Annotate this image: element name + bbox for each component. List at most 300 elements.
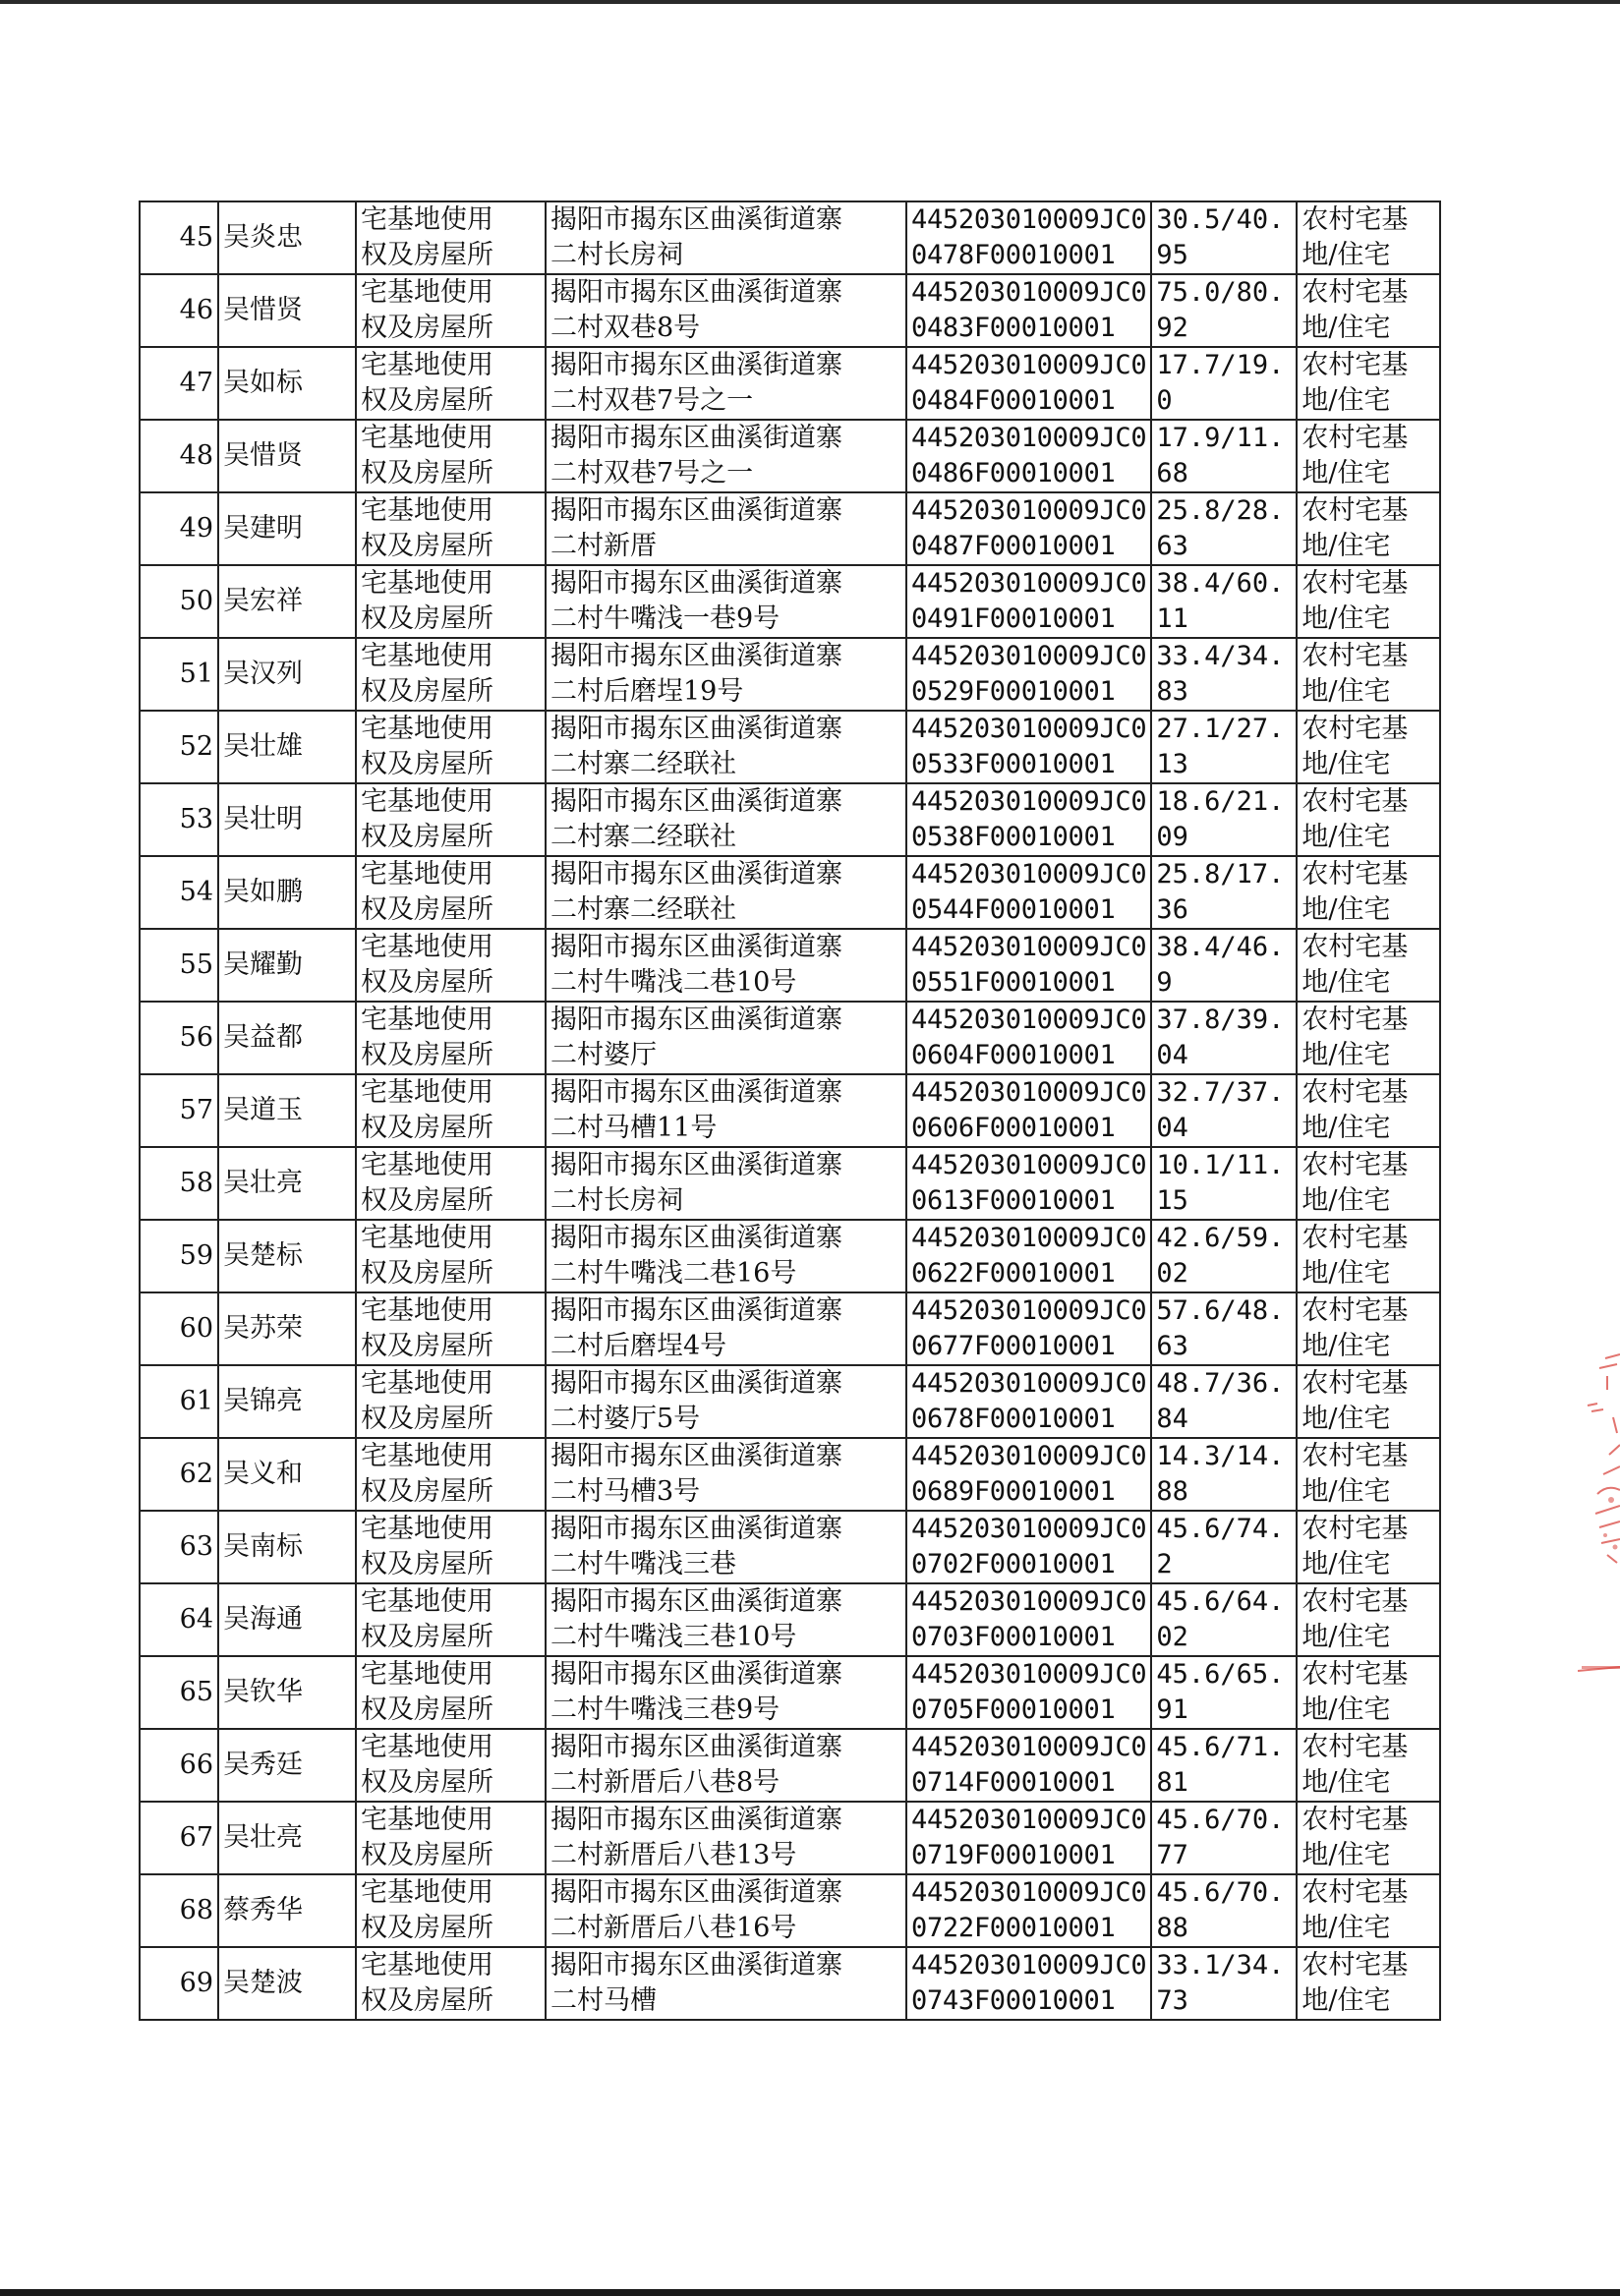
usage-type-line: 农村宅基 [1302, 1223, 1409, 1253]
area-value [1151, 274, 1297, 347]
table-row [140, 1656, 1440, 1729]
property-address-line: 揭阳市揭东区曲溪街道寨 [550, 277, 842, 308]
property-address-line: 揭阳市揭东区曲溪街道寨 [550, 786, 842, 817]
property-address-line: 揭阳市揭东区曲溪街道寨 [550, 1077, 842, 1108]
table-row [140, 1365, 1440, 1438]
usage-type-line: 农村宅基 [1302, 1950, 1409, 1980]
right-type [356, 565, 546, 638]
unit-code-line: 0705F00010001 [911, 1694, 1116, 1725]
right-type-line: 权及房屋所 [361, 531, 493, 561]
right-type-line: 权及房屋所 [361, 385, 493, 416]
right-type [356, 929, 546, 1002]
unit-code [906, 1511, 1151, 1583]
right-type-line: 宅基地使用 [361, 1077, 493, 1108]
usage-type [1297, 201, 1440, 274]
right-type [356, 1874, 546, 1947]
right-type [356, 783, 546, 856]
right-type-line: 权及房屋所 [361, 1840, 493, 1870]
area-value-line: 02 [1156, 1622, 1188, 1652]
usage-type-line: 地/住宅 [1302, 458, 1391, 488]
right-type-line: 宅基地使用 [361, 495, 493, 526]
row-number: 63 [140, 1511, 218, 1583]
usage-type [1297, 347, 1440, 420]
owner-name: 吴锦亮 [218, 1365, 356, 1438]
right-type-line: 宅基地使用 [361, 204, 493, 235]
usage-type [1297, 1874, 1440, 1947]
property-address-line: 揭阳市揭东区曲溪街道寨 [550, 1441, 842, 1471]
right-type-line: 权及房屋所 [361, 458, 493, 488]
area-value-line: 25.8/17. [1156, 859, 1285, 890]
right-type [356, 201, 546, 274]
right-type-line: 权及房屋所 [361, 749, 493, 779]
area-value [1151, 565, 1297, 638]
area-value [1151, 420, 1297, 492]
usage-type [1297, 1656, 1440, 1729]
owner-name: 吴建明 [218, 492, 356, 565]
unit-code-line: 445203010009JC0 [911, 1150, 1147, 1180]
table-row [140, 420, 1440, 492]
area-value-line: 33.1/34. [1156, 1950, 1285, 1980]
property-address-line: 二村牛嘴浅三巷 [550, 1549, 736, 1579]
right-type-line: 权及房屋所 [361, 1694, 493, 1725]
usage-type [1297, 420, 1440, 492]
property-address [546, 1511, 906, 1583]
unit-code-line: 0613F00010001 [911, 1185, 1116, 1216]
property-address-line: 二村双巷7号之一 [550, 458, 754, 488]
scan-top-edge [0, 0, 1620, 4]
row-number: 49 [140, 492, 218, 565]
unit-code [906, 565, 1151, 638]
area-value-line: 17.7/19. [1156, 350, 1285, 380]
owner-name: 吴道玉 [218, 1074, 356, 1147]
unit-code-line: 0533F00010001 [911, 749, 1116, 779]
right-type-line: 宅基地使用 [361, 859, 493, 890]
right-type-line: 权及房屋所 [361, 1476, 493, 1507]
owner-name: 吴南标 [218, 1511, 356, 1583]
unit-code-line: 445203010009JC0 [911, 350, 1147, 380]
area-value [1151, 1583, 1297, 1656]
right-type [356, 1656, 546, 1729]
table-row [140, 1147, 1440, 1220]
row-number: 59 [140, 1220, 218, 1292]
row-number: 60 [140, 1292, 218, 1365]
owner-name: 吴壮亮 [218, 1802, 356, 1874]
usage-type-line: 地/住宅 [1302, 894, 1391, 925]
area-value [1151, 1365, 1297, 1438]
usage-type-line: 地/住宅 [1302, 1622, 1391, 1652]
owner-name: 吴壮亮 [218, 1147, 356, 1220]
right-type [356, 1583, 546, 1656]
property-address-line: 二村后磨埕4号 [550, 1331, 727, 1361]
right-type-line: 宅基地使用 [361, 1441, 493, 1471]
area-value-line: 15 [1156, 1185, 1188, 1216]
property-address [546, 1802, 906, 1874]
table-row [140, 1874, 1440, 1947]
usage-type-line: 农村宅基 [1302, 1514, 1409, 1544]
table-row [140, 565, 1440, 638]
area-value-line: 36 [1156, 894, 1188, 925]
property-address-line: 揭阳市揭东区曲溪街道寨 [550, 1150, 842, 1180]
right-type [356, 856, 546, 929]
row-number: 54 [140, 856, 218, 929]
property-address [546, 1365, 906, 1438]
property-address-line: 揭阳市揭东区曲溪街道寨 [550, 859, 842, 890]
unit-code-line: 445203010009JC0 [911, 1877, 1147, 1908]
property-address-line: 揭阳市揭东区曲溪街道寨 [550, 1223, 842, 1253]
area-value [1151, 711, 1297, 783]
right-type [356, 711, 546, 783]
unit-code [906, 929, 1151, 1002]
usage-type-line: 地/住宅 [1302, 313, 1391, 343]
property-address [546, 929, 906, 1002]
right-type-line: 权及房屋所 [361, 822, 493, 852]
area-value [1151, 347, 1297, 420]
unit-code-line: 445203010009JC0 [911, 1805, 1147, 1835]
owner-name: 吴苏荣 [218, 1292, 356, 1365]
table-row [140, 347, 1440, 420]
area-value [1151, 638, 1297, 711]
area-value-line: 37.8/39. [1156, 1004, 1285, 1035]
usage-type-line: 农村宅基 [1302, 1150, 1409, 1180]
table-row [140, 638, 1440, 711]
right-type-line: 宅基地使用 [361, 1514, 493, 1544]
usage-type [1297, 1365, 1440, 1438]
row-number: 66 [140, 1729, 218, 1802]
area-value [1151, 1874, 1297, 1947]
unit-code [906, 856, 1151, 929]
unit-code [906, 201, 1151, 274]
area-value-line: 38.4/60. [1156, 568, 1285, 599]
right-type-line: 权及房屋所 [361, 676, 493, 707]
property-address [546, 347, 906, 420]
property-address-line: 二村寨二经联社 [550, 894, 736, 925]
unit-code-line: 445203010009JC0 [911, 1077, 1147, 1108]
unit-code [906, 1874, 1151, 1947]
area-value-line: 45.6/74. [1156, 1514, 1285, 1544]
property-address-line: 揭阳市揭东区曲溪街道寨 [550, 1805, 842, 1835]
right-type-line: 宅基地使用 [361, 568, 493, 599]
unit-code-line: 445203010009JC0 [911, 932, 1147, 962]
property-address-line: 二村寨二经联社 [550, 822, 736, 852]
unit-code-line: 445203010009JC0 [911, 1223, 1147, 1253]
area-value-line: 17.9/11. [1156, 423, 1285, 453]
usage-type-line: 地/住宅 [1302, 531, 1391, 561]
area-value-line: 30.5/40. [1156, 204, 1285, 235]
table-row [140, 492, 1440, 565]
property-address [546, 1583, 906, 1656]
row-number: 65 [140, 1656, 218, 1729]
area-value-line: 95 [1156, 240, 1188, 270]
unit-code-line: 0604F00010001 [911, 1040, 1116, 1070]
owner-name: 吴耀勤 [218, 929, 356, 1002]
property-address-line: 二村新厝 [550, 531, 657, 561]
usage-type-line: 地/住宅 [1302, 1985, 1391, 2016]
usage-type [1297, 1729, 1440, 1802]
unit-code-line: 445203010009JC0 [911, 1950, 1147, 1980]
property-address [546, 638, 906, 711]
area-value [1151, 1802, 1297, 1874]
right-type-line: 权及房屋所 [361, 1331, 493, 1361]
property-address-line: 二村马槽11号 [550, 1113, 718, 1143]
area-value-line: 45.6/71. [1156, 1732, 1285, 1762]
red-seal-stamp [1578, 1347, 1620, 1681]
owner-name: 吴汉列 [218, 638, 356, 711]
right-type-line: 权及房屋所 [361, 1985, 493, 2016]
property-address-line: 二村婆厅 [550, 1040, 657, 1070]
unit-code [906, 1802, 1151, 1874]
right-type-line: 权及房屋所 [361, 1040, 493, 1070]
usage-type [1297, 492, 1440, 565]
usage-type-line: 地/住宅 [1302, 967, 1391, 998]
area-value [1151, 929, 1297, 1002]
area-value-line: 45.6/65. [1156, 1659, 1285, 1690]
right-type [356, 1074, 546, 1147]
table-body [140, 201, 1440, 2020]
usage-type [1297, 856, 1440, 929]
area-value-line: 33.4/34. [1156, 641, 1285, 671]
area-value-line: 27.1/27. [1156, 714, 1285, 744]
right-type [356, 638, 546, 711]
area-value-line: 45.6/64. [1156, 1586, 1285, 1617]
area-value-line: 48.7/36. [1156, 1368, 1285, 1399]
right-type-line: 宅基地使用 [361, 932, 493, 962]
unit-code-line: 0702F00010001 [911, 1549, 1116, 1579]
right-type [356, 420, 546, 492]
usage-type-line: 地/住宅 [1302, 1840, 1391, 1870]
usage-type-line: 地/住宅 [1302, 1185, 1391, 1216]
right-type [356, 1002, 546, 1074]
area-value-line: 18.6/21. [1156, 786, 1285, 817]
property-address [546, 1147, 906, 1220]
table-row [140, 274, 1440, 347]
property-address-line: 二村新厝后八巷16号 [550, 1913, 797, 1943]
area-value [1151, 492, 1297, 565]
right-type-line: 宅基地使用 [361, 277, 493, 308]
area-value-line: 9 [1156, 967, 1173, 998]
unit-code-line: 0551F00010001 [911, 967, 1116, 998]
right-type [356, 1511, 546, 1583]
unit-code [906, 1002, 1151, 1074]
area-value-line: 13 [1156, 749, 1188, 779]
property-address-line: 二村新厝后八巷13号 [550, 1840, 797, 1870]
unit-code-line: 445203010009JC0 [911, 1368, 1147, 1399]
owner-name: 蔡秀华 [218, 1874, 356, 1947]
right-type [356, 1947, 546, 2020]
unit-code-line: 0703F00010001 [911, 1622, 1116, 1652]
usage-type-line: 农村宅基 [1302, 1368, 1409, 1399]
row-number: 51 [140, 638, 218, 711]
property-address-line: 二村马槽3号 [550, 1476, 701, 1507]
area-value-line: 68 [1156, 458, 1188, 488]
area-value-line: 2 [1156, 1549, 1173, 1579]
usage-type-line: 农村宅基 [1302, 1004, 1409, 1035]
area-value [1151, 1147, 1297, 1220]
table-row [140, 1802, 1440, 1874]
unit-code-line: 445203010009JC0 [911, 859, 1147, 890]
unit-code-line: 0689F00010001 [911, 1476, 1116, 1507]
usage-type-line: 地/住宅 [1302, 749, 1391, 779]
property-address-line: 揭阳市揭东区曲溪街道寨 [550, 350, 842, 380]
property-address-line: 揭阳市揭东区曲溪街道寨 [550, 1514, 842, 1544]
property-address-line: 二村后磨埕19号 [550, 676, 744, 707]
right-type [356, 1292, 546, 1365]
unit-code-line: 445203010009JC0 [911, 641, 1147, 671]
property-address-line: 揭阳市揭东区曲溪街道寨 [550, 423, 842, 453]
usage-type [1297, 1583, 1440, 1656]
right-type-line: 权及房屋所 [361, 1185, 493, 1216]
owner-name: 吴壮雄 [218, 711, 356, 783]
usage-type-line: 地/住宅 [1302, 1767, 1391, 1798]
unit-code-line: 0484F00010001 [911, 385, 1116, 416]
unit-code-line: 0622F00010001 [911, 1258, 1116, 1289]
area-value-line: 81 [1156, 1767, 1188, 1798]
right-type-line: 权及房屋所 [361, 1913, 493, 1943]
usage-type-line: 农村宅基 [1302, 786, 1409, 817]
usage-type-line: 农村宅基 [1302, 1441, 1409, 1471]
property-address-line: 二村牛嘴浅二巷10号 [550, 967, 797, 998]
usage-type-line: 农村宅基 [1302, 1732, 1409, 1762]
right-type-line: 宅基地使用 [361, 1223, 493, 1253]
unit-code-line: 0544F00010001 [911, 894, 1116, 925]
area-value-line: 57.6/48. [1156, 1295, 1285, 1326]
usage-type [1297, 1002, 1440, 1074]
usage-type-line: 地/住宅 [1302, 1113, 1391, 1143]
unit-code [906, 1656, 1151, 1729]
area-value-line: 14.3/14. [1156, 1441, 1285, 1471]
unit-code-line: 445203010009JC0 [911, 1441, 1147, 1471]
row-number: 55 [140, 929, 218, 1002]
usage-type [1297, 783, 1440, 856]
usage-type-line: 农村宅基 [1302, 1077, 1409, 1108]
property-address [546, 1074, 906, 1147]
table-row [140, 1511, 1440, 1583]
right-type-line: 权及房屋所 [361, 1767, 493, 1798]
owner-name: 吴惜贤 [218, 420, 356, 492]
right-type-line: 权及房屋所 [361, 1622, 493, 1652]
table-row [140, 856, 1440, 929]
property-address [546, 1220, 906, 1292]
area-value-line: 92 [1156, 313, 1188, 343]
usage-type [1297, 1511, 1440, 1583]
unit-code [906, 783, 1151, 856]
usage-type-line: 地/住宅 [1302, 822, 1391, 852]
owner-name: 吴楚标 [218, 1220, 356, 1292]
area-value-line: 83 [1156, 676, 1188, 707]
unit-code [906, 1438, 1151, 1511]
property-address [546, 201, 906, 274]
right-type-line: 权及房屋所 [361, 313, 493, 343]
row-number: 58 [140, 1147, 218, 1220]
right-type-line: 宅基地使用 [361, 1004, 493, 1035]
property-address-line: 揭阳市揭东区曲溪街道寨 [550, 1586, 842, 1617]
row-number: 47 [140, 347, 218, 420]
usage-type-line: 地/住宅 [1302, 1404, 1391, 1434]
row-number: 45 [140, 201, 218, 274]
usage-type-line: 地/住宅 [1302, 385, 1391, 416]
right-type-line: 权及房屋所 [361, 603, 493, 634]
right-type-line: 宅基地使用 [361, 1150, 493, 1180]
right-type [356, 1438, 546, 1511]
property-address [546, 1292, 906, 1365]
property-address [546, 856, 906, 929]
unit-code-line: 0677F00010001 [911, 1331, 1116, 1361]
right-type-line: 权及房屋所 [361, 1258, 493, 1289]
unit-code-line: 445203010009JC0 [911, 568, 1147, 599]
unit-code [906, 711, 1151, 783]
table-row [140, 1074, 1440, 1147]
right-type [356, 1802, 546, 1874]
unit-code-line: 445203010009JC0 [911, 495, 1147, 526]
unit-code-line: 0491F00010001 [911, 603, 1116, 634]
area-value-line: 63 [1156, 1331, 1188, 1361]
table-row [140, 201, 1440, 274]
usage-type-line: 农村宅基 [1302, 1877, 1409, 1908]
property-address-line: 揭阳市揭东区曲溪街道寨 [550, 641, 842, 671]
property-address [546, 1002, 906, 1074]
right-type [356, 274, 546, 347]
owner-name: 吴宏祥 [218, 565, 356, 638]
unit-code [906, 1074, 1151, 1147]
table-row [140, 1583, 1440, 1656]
unit-code [906, 638, 1151, 711]
area-value-line: 09 [1156, 822, 1188, 852]
property-address [546, 1438, 906, 1511]
usage-type [1297, 1802, 1440, 1874]
usage-type-line: 农村宅基 [1302, 568, 1409, 599]
right-type-line: 权及房屋所 [361, 240, 493, 270]
right-type [356, 1365, 546, 1438]
area-value [1151, 1947, 1297, 2020]
row-number: 61 [140, 1365, 218, 1438]
right-type-line: 权及房屋所 [361, 1113, 493, 1143]
unit-code [906, 1292, 1151, 1365]
area-value [1151, 783, 1297, 856]
usage-type-line: 农村宅基 [1302, 1295, 1409, 1326]
unit-code-line: 445203010009JC0 [911, 1732, 1147, 1762]
unit-code-line: 445203010009JC0 [911, 1295, 1147, 1326]
right-type [356, 1729, 546, 1802]
usage-type [1297, 1438, 1440, 1511]
table-row [140, 1729, 1440, 1802]
table-row [140, 1438, 1440, 1511]
area-value-line: 0 [1156, 385, 1173, 416]
usage-type-line: 农村宅基 [1302, 714, 1409, 744]
usage-type-line: 农村宅基 [1302, 641, 1409, 671]
usage-type [1297, 929, 1440, 1002]
unit-code [906, 1365, 1151, 1438]
row-number: 57 [140, 1074, 218, 1147]
owner-name: 吴惜贤 [218, 274, 356, 347]
property-address [546, 420, 906, 492]
right-type-line: 宅基地使用 [361, 786, 493, 817]
usage-type-line: 地/住宅 [1302, 1331, 1391, 1361]
right-type-line: 宅基地使用 [361, 714, 493, 744]
usage-type-line: 农村宅基 [1302, 859, 1409, 890]
area-value-line: 84 [1156, 1404, 1188, 1434]
property-address [546, 1947, 906, 2020]
property-address-line: 揭阳市揭东区曲溪街道寨 [550, 1659, 842, 1690]
property-address [546, 1729, 906, 1802]
property-address-line: 二村长房祠 [550, 1185, 683, 1216]
property-registry-table [139, 201, 1441, 2021]
usage-type-line: 地/住宅 [1302, 603, 1391, 634]
area-value-line: 88 [1156, 1913, 1188, 1943]
property-address-line: 揭阳市揭东区曲溪街道寨 [550, 1732, 842, 1762]
right-type [356, 1220, 546, 1292]
row-number: 48 [140, 420, 218, 492]
row-number: 53 [140, 783, 218, 856]
usage-type-line: 地/住宅 [1302, 1476, 1391, 1507]
